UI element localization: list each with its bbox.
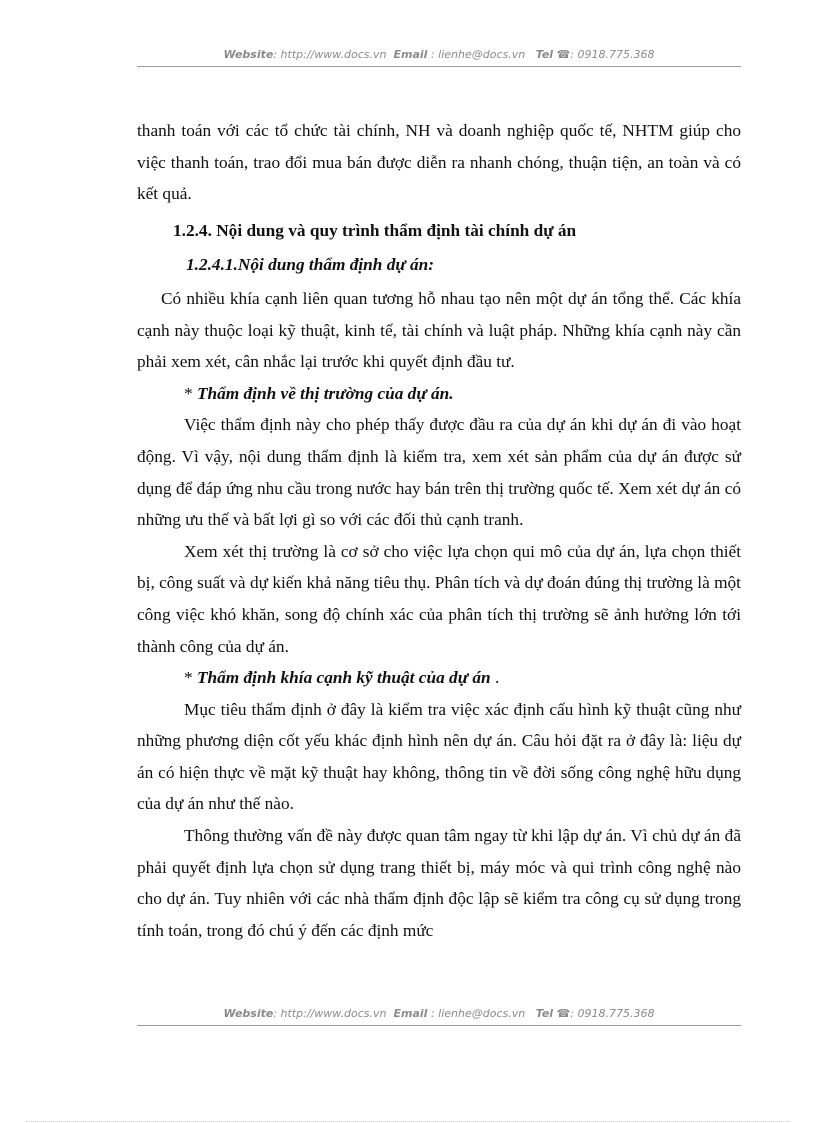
header-tel-label: Tel	[535, 48, 554, 61]
paragraph-5: Mục tiêu thẩm định ở đây là kiểm tra việc xác định cấu hình kỹ thuật cũng như những phương diện cốt yếu khác định hình nên dự án. Câu hỏi đặt ra ở đây là: liệu dự án có hiện thực về mặt kỹ thuật hay không, thông tin về đời sống công nghệ hữu dụng của dự án như thế nào.	[137, 699, 741, 814]
footer-tel-label: Tel	[535, 1007, 554, 1020]
header-tel-value: : 0918.775.368	[570, 48, 655, 61]
paragraph-2: Có nhiều khía cạnh liên quan tương hỗ nhau tạo nên một dự án tổng thể. Các khía cạnh này thuộc loại kỹ thuật, kinh tế, tài chính và luật pháp. Những khía cạnh này cần phải xem xét, cân nhắc lại trước khi quyết định đầu tư.	[137, 288, 741, 372]
bullet-marker: *	[184, 668, 197, 688]
phone-icon: ☎	[556, 1007, 571, 1020]
footer-email-value: : lienhe@docs.vn	[430, 1007, 526, 1020]
paragraph-3: Việc thẩm định này cho phép thấy được đầu ra của dự án khi dự án đi vào hoạt động. Vì vậy, nội dung thẩm định là kiểm tra, xem xét sản phẩm của dự án được sử dụng để đáp ứng nhu cầu trong nước hay bán trên thị trường quốc tế. Xem xét dự án có những ưu thế và bất lợi gì so với các đối thủ cạnh tranh.	[137, 415, 741, 530]
page-header	[137, 48, 741, 61]
bullet-technical-suffix: .	[490, 668, 500, 688]
paragraph-4: Xem xét thị trường là cơ sở cho việc lựa chọn qui mô của dự án, lựa chọn thiết bị, công suất và dự kiến khả năng tiêu thụ. Phân tích và dự đoán đúng thị trường là một công việc khó khăn, song độ chính xác của phân tích thị trường sẽ ảnh hưởng lớn tới thành công của dự án.	[137, 541, 741, 656]
bullet-marker: *	[184, 383, 197, 403]
header-website-label: Website	[223, 48, 274, 61]
bullet-technical-appraisal	[137, 662, 741, 694]
subsection-heading-1-2-4-1: 1.2.4.1.Nội dung thẩm định dự án:	[186, 255, 435, 275]
bullet-market-title: Thẩm định về thị trường của dự án.	[196, 383, 454, 403]
header-email-value: : lienhe@docs.vn	[430, 48, 526, 61]
bullet-market-appraisal	[137, 378, 741, 410]
footer-website-label: Website	[223, 1007, 274, 1020]
footer-email-label: Email	[393, 1007, 428, 1020]
document-body	[137, 115, 741, 946]
section-heading-1-2-4: 1.2.4. Nội dung và quy trình thẩm định tài chính dự án	[173, 220, 577, 240]
header-website-value: : http://www.docs.vn	[273, 48, 387, 61]
header-email-label: Email	[393, 48, 428, 61]
page-bottom-border	[26, 1121, 790, 1122]
paragraph-1: thanh toán với các tổ chức tài chính, NH và doanh nghiệp quốc tế, NHTM giúp cho việc thanh toán, trao đổi mua bán được diễn ra nhanh chóng, thuận tiện, an toàn và có kết quả.	[137, 121, 741, 204]
paragraph-6: Thông thường vấn đề này được quan tâm ngay từ khi lập dự án. Vì chủ dự án đã phải quyết định lựa chọn sử dụng trang thiết bị, máy móc và qui trình công nghệ nào cho dự án. Tuy nhiên với các nhà thẩm định độc lập sẽ kiểm tra công cụ sử dụng trong tính toán, trong đó chú ý đến các định mức	[137, 826, 741, 940]
header-rule	[137, 66, 741, 67]
footer-rule	[137, 1025, 741, 1026]
bullet-technical-title: Thẩm định khía cạnh kỹ thuật của dự án	[196, 668, 491, 688]
footer-tel-value: : 0918.775.368	[570, 1007, 655, 1020]
phone-icon: ☎	[556, 48, 571, 61]
footer-website-value: : http://www.docs.vn	[273, 1007, 387, 1020]
page-footer	[137, 1007, 741, 1020]
